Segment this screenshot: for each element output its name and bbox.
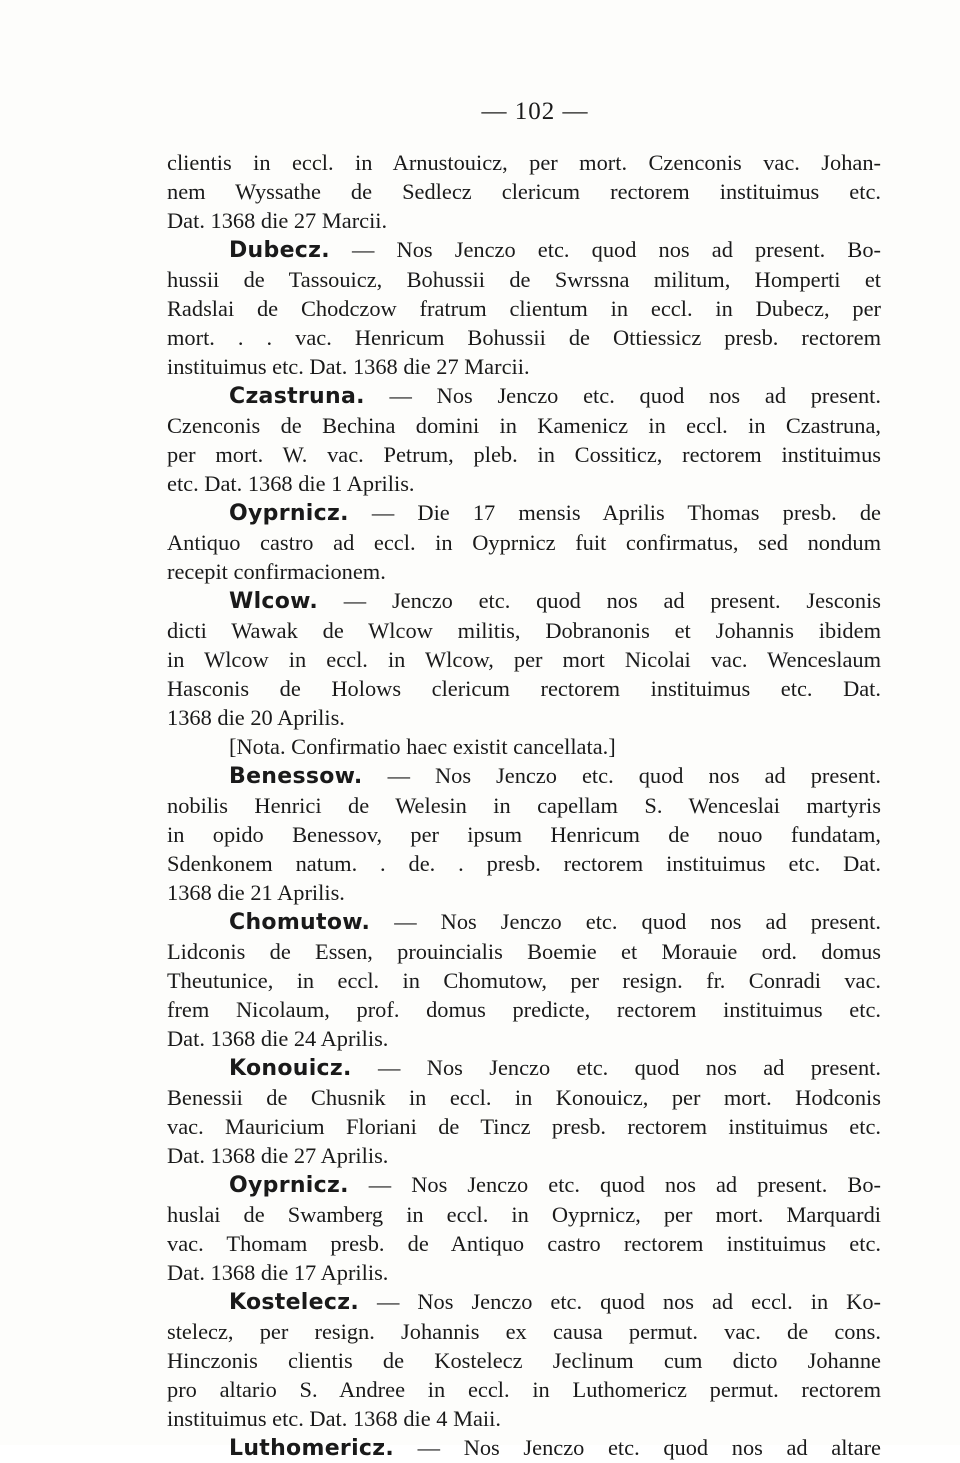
text-line <box>167 995 881 1024</box>
line-text: — Nos Jenczo etc. quod nos ad altare <box>394 1435 881 1460</box>
entry-place-name: Czastruna. <box>229 384 365 409</box>
text-line <box>167 294 881 323</box>
text-line <box>167 674 881 703</box>
text-line <box>167 1317 881 1346</box>
entry-heading-line <box>167 907 881 937</box>
line-text: Sdenkonem natum. . de. . presb. rectorem instituimus etc. Dat. <box>167 851 881 876</box>
entry-place-name: Luthomericz. <box>229 1436 395 1461</box>
line-text: — Nos Jenczo etc. quod nos ad present. <box>370 909 881 934</box>
entry-place-name: Oyprnicz. <box>229 501 349 526</box>
line-text: [Nota. Confirmatio haec existit cancellata.] <box>229 734 616 759</box>
line-text: vac. Thomam presb. de Antiquo castro rectorem instituimus etc. <box>167 1231 881 1256</box>
text-line <box>167 878 881 907</box>
entry-heading-line <box>167 235 881 265</box>
entry-heading-line <box>167 761 881 791</box>
text-line <box>167 703 881 732</box>
text-line <box>167 732 881 761</box>
line-text: Dat. 1368 die 27 Marcii. <box>167 208 388 233</box>
text-line <box>167 1346 881 1375</box>
line-text: nem Wyssathe de Sedlecz clericum rectorem instituimus etc. <box>167 179 881 204</box>
line-text: Antiquo castro ad eccl. in Oyprnicz fuit confirmatus, sed nondum <box>167 530 881 555</box>
line-text: instituimus etc. Dat. 1368 die 4 Maii. <box>167 1406 501 1431</box>
entry-heading-line <box>167 1433 881 1463</box>
text-line <box>167 820 881 849</box>
line-text: Lidconis de Essen, prouincialis Boemie et Morauie ord. domus <box>167 939 881 964</box>
entry-place-name: Chomutow. <box>229 910 371 935</box>
line-text: in Wlcow in eccl. in Wlcow, per mort Nicolai vac. Wenceslaum <box>167 647 881 672</box>
text-line <box>167 1024 881 1053</box>
line-text: — Nos Jenczo etc. quod nos ad present. <box>362 763 881 788</box>
entry-heading-line <box>167 381 881 411</box>
line-text: Hasconis de Holows clericum rectorem instituimus etc. Dat. <box>167 676 881 701</box>
text-line <box>167 1083 881 1112</box>
entry-place-name: Konouicz. <box>229 1056 352 1081</box>
line-text: mort. . . vac. Henricum Bohussii de Ottiessicz presb. rectorem <box>167 325 881 350</box>
text-line <box>167 937 881 966</box>
entry-heading-line <box>167 1053 881 1083</box>
line-text: recepit confirmacionem. <box>167 559 386 584</box>
text-line <box>167 616 881 645</box>
entry-heading-line <box>167 1170 881 1200</box>
line-text: — Nos Jenczo etc. quod nos ad present. <box>364 383 881 408</box>
line-text: — Nos Jenczo etc. quod nos ad present. <box>351 1055 881 1080</box>
line-text: — Nos Jenczo etc. quod nos ad present. Bo- <box>348 1172 881 1197</box>
line-text: hussii de Tassouicz, Bohussii de Swrssna militum, Homperti et <box>167 267 881 292</box>
text-line <box>167 206 881 235</box>
text-line <box>167 469 881 498</box>
document-body <box>167 148 881 1463</box>
text-line <box>167 557 881 586</box>
entry-heading-line <box>167 498 881 528</box>
page-number: — 102 — <box>481 98 589 125</box>
line-text: stelecz, per resign. Johannis ex causa permut. vac. de cons. <box>167 1319 881 1344</box>
text-line <box>167 352 881 381</box>
text-line <box>167 1404 881 1433</box>
line-text: huslai de Swamberg in eccl. in Oyprnicz, per mort. Marquardi <box>167 1202 881 1227</box>
entry-place-name: Kostelecz. <box>229 1290 359 1315</box>
text-line <box>167 323 881 352</box>
text-line <box>167 1375 881 1404</box>
entry-place-name: Dubecz. <box>229 238 330 263</box>
entry-heading-line <box>167 1287 881 1317</box>
text-line <box>167 966 881 995</box>
line-text: nobilis Henrici de Welesin in capellam S. Wenceslai martyris <box>167 793 881 818</box>
text-line <box>167 528 881 557</box>
line-text: Dat. 1368 die 27 Aprilis. <box>167 1143 389 1168</box>
entry-place-name: Benessow. <box>229 764 363 789</box>
line-text: Benessii de Chusnik in eccl. in Konouicz, per mort. Hodconis <box>167 1085 881 1110</box>
entry-heading-line <box>167 586 881 616</box>
line-text: — Jenczo etc. quod nos ad present. Jesconis <box>318 588 881 613</box>
line-text: clientis in eccl. in Arnustouicz, per mort. Czenconis vac. Johan- <box>167 150 881 175</box>
text-line <box>167 791 881 820</box>
text-line <box>167 265 881 294</box>
text-line <box>167 1200 881 1229</box>
text-line <box>167 440 881 469</box>
line-text: in opido Benessov, per ipsum Henricum de nouo fundatam, <box>167 822 881 847</box>
line-text: — Nos Jenczo etc. quod nos ad eccl. in Ko- <box>358 1289 881 1314</box>
entry-place-name: Oyprnicz. <box>229 1173 349 1198</box>
entry-place-name: Wlcow. <box>229 589 319 614</box>
line-text: Dat. 1368 die 17 Aprilis. <box>167 1260 389 1285</box>
text-line <box>167 1141 881 1170</box>
line-text: 1368 die 20 Aprilis. <box>167 705 345 730</box>
line-text: etc. Dat. 1368 die 1 Aprilis. <box>167 471 415 496</box>
text-line <box>167 849 881 878</box>
line-text: 1368 die 21 Aprilis. <box>167 880 345 905</box>
line-text: Dat. 1368 die 24 Aprilis. <box>167 1026 389 1051</box>
line-text: frem Nicolaum, prof. domus predicte, rectorem instituimus etc. <box>167 997 881 1022</box>
line-text: pro altario S. Andree in eccl. in Luthomericz permut. rectorem <box>167 1377 881 1402</box>
text-line <box>167 411 881 440</box>
line-text: Theutunice, in eccl. in Chomutow, per resign. fr. Conradi vac. <box>167 968 881 993</box>
text-line <box>167 177 881 206</box>
text-line <box>167 645 881 674</box>
line-text: — Nos Jenczo etc. quod nos ad present. Bo- <box>329 237 881 262</box>
line-text: vac. Mauricium Floriani de Tincz presb. rectorem instituimus etc. <box>167 1114 881 1139</box>
text-line <box>167 1112 881 1141</box>
line-text: — Die 17 mensis Aprilis Thomas presb. de <box>348 500 881 525</box>
line-text: dicti Wawak de Wlcow militis, Dobranonis et Johannis ibidem <box>167 618 881 643</box>
text-line <box>167 1258 881 1287</box>
line-text: instituimus etc. Dat. 1368 die 27 Marcii. <box>167 354 530 379</box>
text-line <box>167 1229 881 1258</box>
line-text: Hinczonis clientis de Kostelecz Jeclinum cum dicto Johanne <box>167 1348 881 1373</box>
line-text: per mort. W. vac. Petrum, pleb. in Cossiticz, rectorem instituimus <box>167 442 881 467</box>
line-text: Radslai de Chodczow fratrum clientum in eccl. in Dubecz, per <box>167 296 881 321</box>
line-text: Czenconis de Bechina domini in Kamenicz in eccl. in Czastruna, <box>167 413 881 438</box>
text-line <box>167 148 881 177</box>
